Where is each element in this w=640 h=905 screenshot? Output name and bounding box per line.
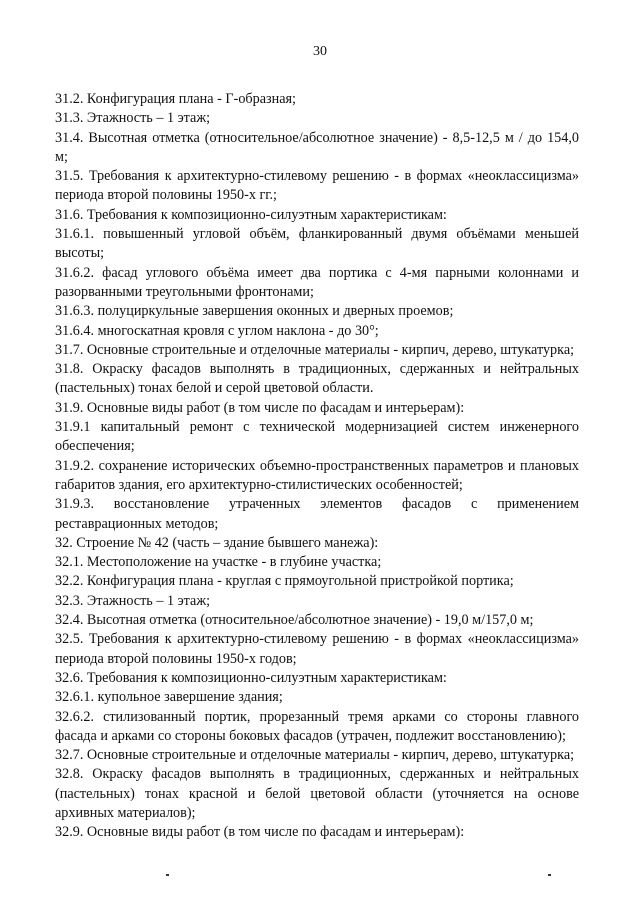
- paragraph: 31.6. Требования к композиционно-силуэтным характеристикам:: [55, 206, 447, 223]
- paragraph: 31.7. Основные строительные и отделочные материалы - кирпич, дерево, штукатурка;: [55, 341, 575, 358]
- paragraph: 32.6. Требования к композиционно-силуэтным характеристикам:: [55, 669, 447, 686]
- paragraph: 31.6.3. полуциркульные завершения оконных и дверных проемов;: [55, 303, 454, 320]
- paragraph: 32.8. Окраску фасадов выполнять в традиционных, сдержанных и нейтральных (пастельных) тонах красной и белой цветовой области (уточняется на основе архивных материалов);: [55, 766, 579, 821]
- paragraph: 32.9. Основные виды работ (в том числе по фасадам и интерьерам):: [55, 824, 465, 841]
- paragraph: 32.4. Высотная отметка (относительное/абсолютное значение) - 19,0 м/157,0 м;: [55, 612, 534, 629]
- paragraph: 32. Строение № 42 (часть – здание бывшего манежа):: [55, 534, 379, 551]
- paragraph: 32.7. Основные строительные и отделочные материалы - кирпич, дерево, штукатурка;: [55, 747, 575, 764]
- paragraph: 31.6.1. повышенный угловой объём, фланкированный двумя объёмами меньшей высоты;: [55, 226, 579, 262]
- paragraph: 31.4. Высотная отметка (относительное/абсолютное значение) - 8,5-12,5 м / до 154,0 м;: [55, 129, 579, 165]
- scan-speck: [548, 874, 551, 876]
- paragraph: 31.9.2. сохранение исторических объемно-пространственных параметров и плановых габаритов здания, его архитектурно-стилистических особенностей;: [55, 457, 579, 493]
- paragraph: 31.6.2. фасад углового объёма имеет два портика с 4-мя парными колоннами и разорванными треугольными фронтонами;: [55, 264, 579, 300]
- paragraph: 32.6.2. стилизованный портик, прорезанный тремя арками со стороны главного фасада и арками со стороны боковых фасадов (утрачен, подлежит восстановлению);: [55, 708, 579, 744]
- paragraph: 32.1. Местоположение на участке - в глубине участка;: [55, 554, 382, 571]
- page-number: 30: [313, 44, 327, 59]
- paragraph: 31.9.1 капитальный ремонт с технической модернизацией систем инженерного обеспечения;: [55, 419, 579, 455]
- paragraph: 31.6.4. многоскатная кровля с углом наклона - до 30°;: [55, 322, 379, 339]
- paragraph: 31.2. Конфигурация плана - Г-образная;: [55, 91, 296, 107]
- paragraph: 32.6.1. купольное завершение здания;: [55, 689, 283, 706]
- paragraph: 32.2. Конфигурация плана - круглая с прямоугольной пристройкой портика;: [55, 573, 514, 590]
- scan-speck: [166, 874, 169, 876]
- paragraph: 31.5. Требования к архитектурно-стилевому решению - в формах «неоклассицизма» периода второй половины 1950-х гг.;: [55, 168, 579, 204]
- paragraph: 31.9. Основные виды работ (в том числе по фасадам и интерьерам):: [55, 399, 465, 416]
- document-body: [55, 90, 579, 843]
- paragraph: 31.9.3. восстановление утраченных элементов фасадов с применением реставрационных методов;: [55, 496, 579, 532]
- paragraph: 32.5. Требования к архитектурно-стилевому решению - в формах «неоклассицизма» периода второй половины 1950-х годов;: [55, 631, 579, 667]
- paragraph: 32.3. Этажность – 1 этаж;: [55, 592, 211, 609]
- paragraph: 31.8. Окраску фасадов выполнять в традиционных, сдержанных и нейтральных (пастельных) тонах белой и серой цветовой области.: [55, 361, 579, 397]
- paragraph: 31.3. Этажность – 1 этаж;: [55, 110, 211, 127]
